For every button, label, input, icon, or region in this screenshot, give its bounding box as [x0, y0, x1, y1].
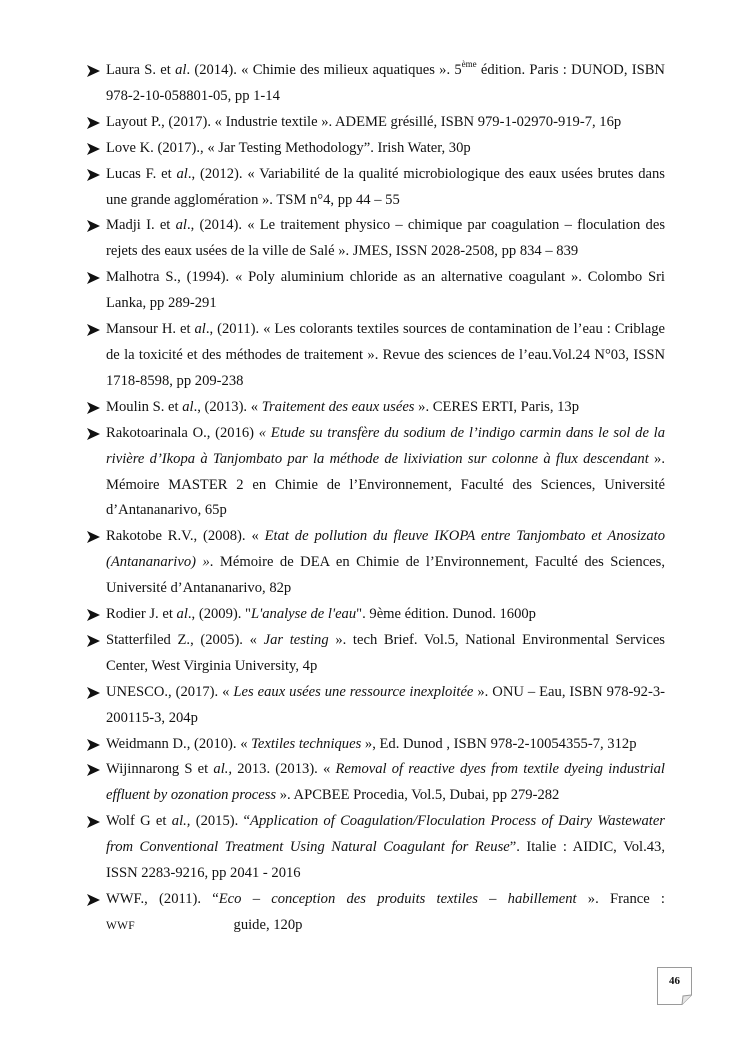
reference-text: ». ONU – Eau, ISBN 978-92-3-200115-3, 204p	[106, 683, 665, 726]
reference-item	[86, 162, 665, 214]
reference-item	[86, 680, 665, 732]
reference-item	[86, 317, 665, 395]
bibliography-list	[86, 58, 665, 940]
reference-text: ». tech Brief. Vol.5, National Environmental Services Center, West Virginia University, 4p	[106, 631, 665, 674]
arrow-bullet-icon	[87, 110, 101, 136]
arrow-bullet-icon	[87, 395, 101, 421]
reference-text: Mansour H. et	[106, 321, 195, 338]
arrow-bullet-icon	[87, 317, 101, 343]
reference-text: al	[176, 165, 188, 182]
reference-text: Textiles techniques	[251, 735, 362, 752]
reference-text: Rakotobe R.V., (2008). «	[106, 528, 265, 545]
reference-text: ". 9ème édition. Dunod. 1600p	[356, 606, 536, 623]
reference-text: Etat de pollution du fleuve IKOPA entre Tanjombato et Anosizato (Antananarivo) »	[106, 528, 665, 571]
arrow-bullet-icon	[87, 602, 101, 628]
reference-text: Weidmann D., (2010). «	[106, 735, 252, 752]
reference-item	[86, 265, 665, 317]
reference-text: L'analyse de l'eau	[251, 606, 357, 623]
reference-text: ., (2013). «	[193, 398, 262, 415]
reference-text: WWF	[106, 919, 136, 932]
reference-item	[86, 628, 665, 680]
reference-item	[86, 421, 665, 525]
arrow-bullet-icon	[87, 265, 101, 291]
reference-text: al	[175, 62, 187, 78]
arrow-bullet-icon	[87, 213, 101, 239]
reference-text: Madji I. et	[106, 217, 176, 234]
reference-text: ». France :	[576, 891, 665, 907]
reference-text: ème	[461, 59, 477, 69]
reference-text: Removal of reactive dyes from textile dyeing industrial effluent by ozonation process	[106, 761, 665, 804]
reference-text: ., (2011). « Les colorants textiles sources de contamination de l’eau : Criblage de la toxicité et des méthodes de traitement ». Revue des sciences de l’eau.Vol.24 N°03, ISSN 1718-8598, pp 209-238	[106, 321, 665, 389]
arrow-bullet-icon	[87, 809, 101, 835]
arrow-bullet-icon	[87, 162, 101, 188]
reference-text: « Etude su transfère du sodium de l’indigo carmin dans le sol de la rivière d’Ikopa à Tanjombato par la méthode de lixiviation sur colonne à flux descendant	[106, 424, 666, 467]
reference-text: al	[182, 398, 194, 415]
reference-text: ., (2012). « Variabilité de la qualité microbiologique des eaux usées brutes dans une grande agglomération ». TSM n°4, pp 44 – 55	[106, 165, 665, 208]
reference-text: Les eaux usées une ressource inexploitée	[233, 683, 474, 700]
arrow-bullet-icon	[87, 757, 101, 783]
reference-text: ”. Italie : AIDIC, Vol.43, ISSN 2283-9216, pp 2041 - 2016	[106, 839, 665, 882]
reference-text: ., (2009). "	[187, 606, 251, 623]
reference-text: Statterfiled Z., (2005). «	[106, 631, 264, 648]
reference-item	[86, 136, 665, 162]
reference-text: ». APCBEE Procedia, Vol.5, Dubai, pp 279-282	[276, 787, 560, 804]
reference-text: Lucas F. et	[106, 165, 177, 182]
reference-text: UNESCO., (2017). «	[106, 683, 234, 700]
reference-text: Layout P., (2017). « Industrie textile ». ADEME grésillé, ISBN 979-1-02970-919-7, 16p	[106, 113, 622, 130]
reference-text: al	[175, 217, 187, 234]
reference-text: WWF., (2011). “	[106, 891, 219, 907]
arrow-bullet-icon	[87, 628, 101, 654]
page-number: 46	[669, 975, 680, 987]
arrow-bullet-icon	[87, 421, 101, 447]
reference-text: Jar testing	[263, 631, 329, 648]
reference-item	[86, 110, 665, 136]
reference-text: Love K. (2017)., « Jar Testing Methodology”. Irish Water, 30p	[106, 139, 471, 156]
reference-text: guide, 120p	[135, 916, 303, 933]
reference-text: édition. Paris : DUNOD, ISBN 978-2-10-058801-05, pp 1-14	[106, 62, 665, 104]
reference-text: . (2014). « Chimie des milieux aquatiques ». 5	[186, 62, 462, 78]
arrow-bullet-icon	[87, 680, 101, 706]
reference-item	[86, 732, 665, 758]
arrow-bullet-icon	[87, 58, 101, 84]
reference-text: al	[194, 321, 206, 338]
arrow-bullet-icon	[87, 732, 101, 758]
reference-text: . Mémoire de DEA en Chimie de l’Environnement, Faculté des Sciences, Université d’Antananarivo, 82p	[106, 554, 665, 597]
reference-text: Wolf G et	[106, 813, 172, 830]
reference-text: Application of Coagulation/Floculation Process of Dairy Wastewater from Conventional Treatment Using Natural Coagulant for Reuse	[106, 813, 665, 856]
reference-item	[86, 395, 665, 421]
reference-text: Laura S. et	[106, 62, 176, 78]
reference-text: al.,	[213, 761, 233, 778]
reference-text: al.,	[171, 813, 191, 830]
reference-item	[86, 602, 665, 628]
reference-text: », Ed. Dunod , ISBN 978-2-10054355-7, 312p	[361, 735, 637, 752]
reference-text: Rodier J. et	[106, 606, 177, 623]
reference-text: Eco – conception des produits textiles – habillement	[218, 891, 577, 907]
reference-text: Rakotoarinala O., (2016)	[106, 424, 259, 441]
arrow-bullet-icon	[87, 887, 101, 913]
reference-item	[86, 58, 665, 110]
reference-item	[86, 757, 665, 809]
reference-text: Wijinnarong S et	[106, 761, 214, 778]
reference-item	[86, 887, 665, 940]
reference-text: (2015). “	[190, 813, 251, 830]
reference-text: al	[176, 606, 188, 623]
reference-item	[86, 213, 665, 265]
reference-item	[86, 524, 665, 602]
arrow-bullet-icon	[87, 136, 101, 162]
reference-text: ». Mémoire MASTER 2 en Chimie de l’Environnement, Faculté des Sciences, Université d’Antananarivo, 65p	[106, 450, 666, 519]
reference-text: ». CERES ERTI, Paris, 13p	[414, 398, 580, 415]
page-number-box	[657, 967, 692, 1005]
reference-text: Traitement des eaux usées	[261, 398, 415, 415]
reference-item	[86, 809, 665, 887]
reference-text: 2013. (2013). «	[232, 761, 336, 778]
reference-text: Moulin S. et	[106, 398, 183, 415]
reference-text: ., (2014). « Le traitement physico – chimique par coagulation – floculation des rejets des eaux usées de la ville de Salé ». JMES, ISSN 2028-2508, pp 834 – 839	[106, 217, 665, 260]
arrow-bullet-icon	[87, 524, 101, 550]
reference-text: Malhotra S., (1994). « Poly aluminium chloride as an alternative coagulant ». Colombo Sri Lanka, pp 289-291	[106, 269, 665, 312]
